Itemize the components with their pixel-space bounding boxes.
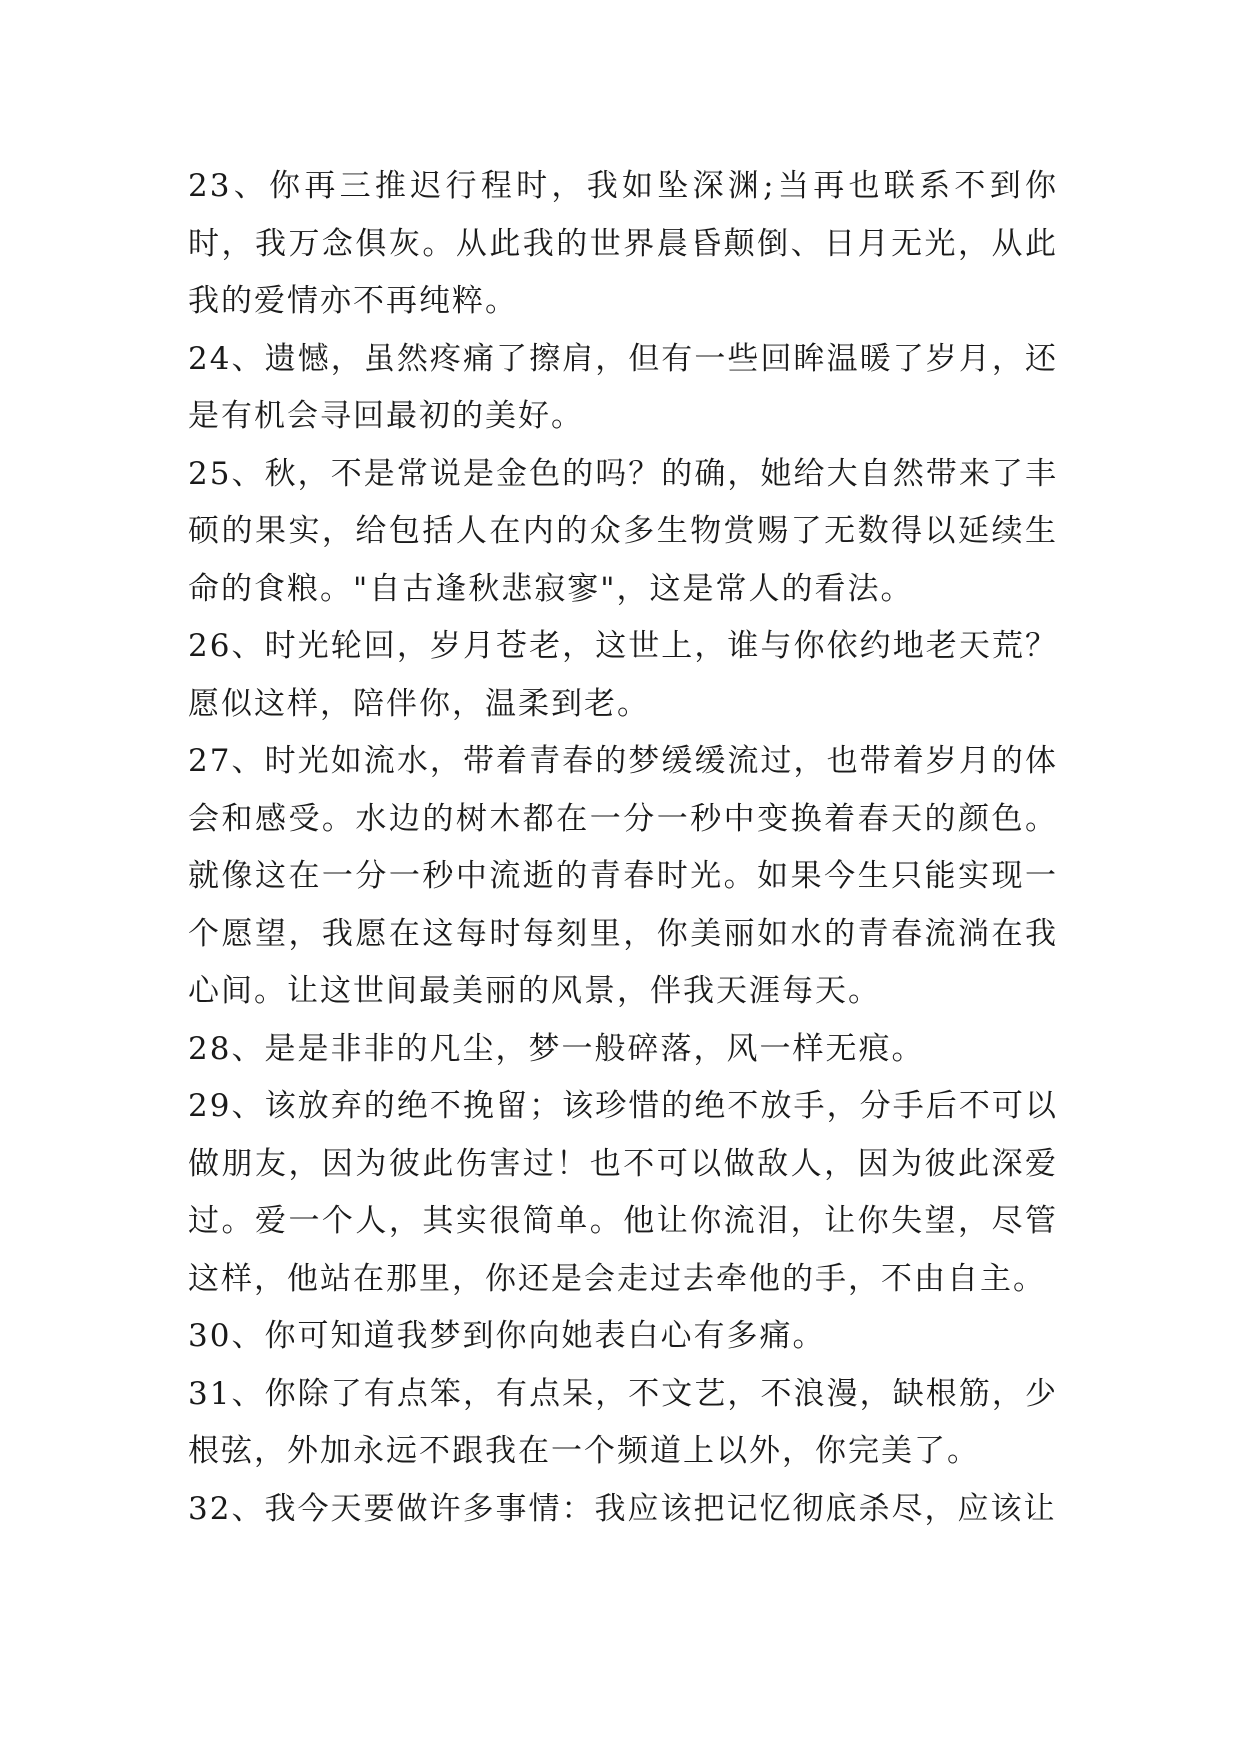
entry-27: 27、时光如流水，带着青春的梦缓缓流过，也带着岁月的体会和感受。水边的树木都在一分一秒中变换着春天的颜色。就像这在一分一秒中流逝的青春时光。如果今生只能实现一个愿望，我愿在这每时每刻里，你美丽如水的青春流淌在我心间。让这世间最美丽的风景，伴我天涯每天。 bbox=[188, 743, 1058, 1009]
entry-29: 29、该放弃的绝不挽留；该珍惜的绝不放手，分手后不可以做朋友，因为彼此伤害过！也不可以做敌人，因为彼此深爱过。爱一个人，其实很简单。他让你流泪，让你失望，尽管这样，他站在那里，你还是会走过去牵他的手，不由自主。 bbox=[188, 1088, 1058, 1297]
document-body bbox=[188, 158, 1058, 1538]
entry-23: 23、你再三推迟行程时，我如坠深渊;当再也联系不到你时，我万念俱灰。从此我的世界晨昏颠倒、日月无光，从此我的爱情亦不再纯粹。 bbox=[188, 168, 1058, 319]
entry-31: 31、你除了有点笨，有点呆，不文艺，不浪漫，缺根筋，少根弦，外加永远不跟我在一个频道上以外，你完美了。 bbox=[188, 1375, 1058, 1469]
entry-32: 32、我今天要做许多事情：我应该把记忆彻底杀尽，应该让 bbox=[188, 1490, 1057, 1527]
entry-25: 25、秋，不是常说是金色的吗？的确，她给大自然带来了丰硕的果实，给包括人在内的众多生物赏赐了无数得以延续生命的食粮。"自古逢秋悲寂寥"，这是常人的看法。 bbox=[188, 455, 1058, 607]
entry-24: 24、遗憾，虽然疼痛了擦肩，但有一些回眸温暖了岁月，还是有机会寻回最初的美好。 bbox=[188, 340, 1058, 434]
entry-28: 28、是是非非的凡尘，梦一般碎落，风一样无痕。 bbox=[188, 1030, 925, 1067]
entry-30: 30、你可知道我梦到你向她表白心有多痛。 bbox=[188, 1318, 826, 1354]
entry-26: 26、时光轮回，岁月苍老，这世上，谁与你依约地老天荒？愿似这样，陪伴你，温柔到老。 bbox=[188, 628, 1058, 722]
